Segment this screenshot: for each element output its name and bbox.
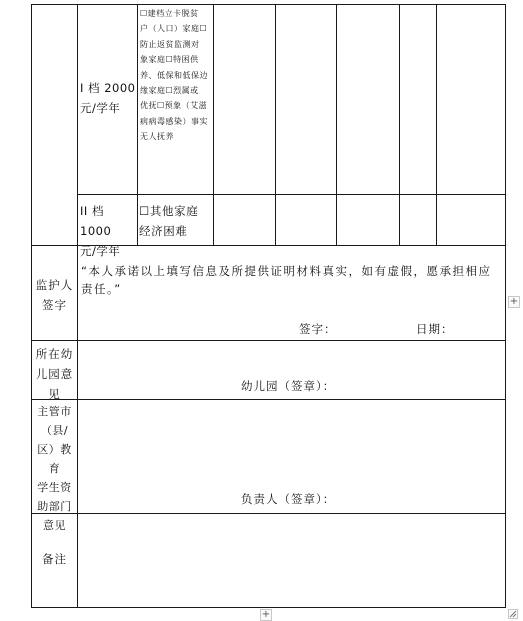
row-line-department-top xyxy=(31,399,506,400)
row-line-tier-split xyxy=(77,194,506,195)
col-line-c4 xyxy=(399,4,400,246)
col-line-c3 xyxy=(336,4,337,246)
kindergarten-label: 所在幼 儿园意 见 xyxy=(35,347,74,401)
row-line-kindergarten-top xyxy=(31,340,506,341)
remarks-label: 备注 xyxy=(42,552,67,566)
col-line-label xyxy=(77,4,78,608)
plus-icon[interactable]: + xyxy=(509,296,519,307)
row-line-remarks-top xyxy=(31,513,506,514)
department-stamp-label: 负责人（签章）： xyxy=(241,492,336,506)
plus-icon[interactable]: + xyxy=(261,609,271,620)
guardian-label: 监护人 签字 xyxy=(35,278,74,312)
col-line-right xyxy=(505,4,506,608)
row-line-top xyxy=(31,4,506,5)
tier1-condition[interactable]: ☐建档立卡脱贫 户（人口）家庭☐ 防止返贫监测对 象家庭☐特困供 养、低保和低保边 缘家庭☐烈属或 优抚☐预象（艾滋 病病毒感染）事实 无人抚养 xyxy=(140,9,208,142)
col-line-c1 xyxy=(213,4,214,246)
kindergarten-stamp-label: 幼儿园（签章）： xyxy=(241,379,336,393)
tier2-condition[interactable]: ☐其他家庭 经济困难 xyxy=(139,204,199,238)
department-label: 主管市 （县/ 区）教育 学生资 助部门 意见 xyxy=(37,405,72,532)
guardian-statement: “本人承诺以上填写信息及所提供证明材料真实，如有虚假，愿承担相应责任。” xyxy=(81,264,492,296)
guardian-sign-label: 签字： xyxy=(299,322,337,336)
tier2-label: II 档 1000 元/学年 xyxy=(80,204,121,258)
col-line-c2 xyxy=(275,4,276,246)
col-line-tier xyxy=(137,4,138,246)
resize-handle-icon[interactable] xyxy=(508,609,518,619)
guardian-date-label: 日期： xyxy=(416,322,454,336)
col-line-c5 xyxy=(436,4,437,246)
tier1-label: I 档 2000 元/学年 xyxy=(80,81,136,115)
row-line-bottom xyxy=(31,607,506,608)
